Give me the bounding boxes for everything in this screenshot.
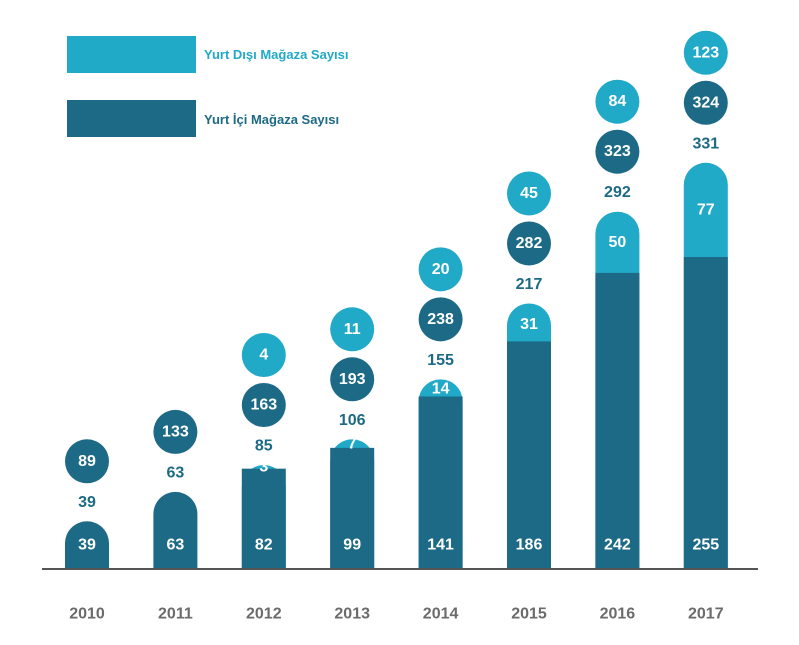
bubble-label-yurt-ici: 238 [427,310,454,328]
bar-segment-yurt-ici [595,273,639,569]
x-tick-label: 2017 [688,605,724,623]
bar-segment-yurt-ici [507,341,551,569]
bar-total-label: 106 [338,411,366,429]
bar-label-yurt-disi: 7 [347,435,357,453]
bubble-label-yurt-disi: 20 [431,260,450,278]
x-tick-label: 2012 [246,605,282,623]
bar-label-yurt-ici: 99 [343,536,362,554]
bubble-label-yurt-ici: 163 [250,396,278,414]
bar-total-label: 63 [166,464,185,482]
bubble-label-yurt-disi: 11 [343,320,361,338]
bar-total-label: 292 [604,184,631,202]
legend [67,36,349,137]
bar-total-label: 39 [78,493,96,511]
legend-label-yurt-ici: Yurt İçi Mağaza Sayısı [204,112,340,127]
x-tick-label: 2016 [599,605,636,623]
bar-label-yurt-disi: 77 [696,201,715,219]
bar-label-yurt-disi: 31 [520,315,538,333]
bubble-label-yurt-ici: 282 [515,234,543,252]
bar-label-yurt-disi: 50 [608,233,627,251]
bar-label-yurt-ici: 63 [166,536,185,554]
bar-label-yurt-ici: 39 [78,536,96,554]
bubble-label-yurt-ici: 324 [692,94,720,112]
bar-segment-yurt-ici [684,257,728,569]
bubble-label-yurt-disi: 84 [608,93,627,111]
bar-total-label: 217 [515,275,543,293]
bar-label-yurt-disi: 3 [259,458,269,476]
x-tick-label: 2014 [422,605,459,623]
x-tick-label: 2013 [334,605,370,623]
bar-label-yurt-disi: 14 [431,380,450,398]
bar-label-yurt-ici: 186 [515,536,543,554]
legend-swatch-yurt-ici [67,100,196,137]
bubble-label-yurt-ici: 89 [78,452,96,470]
legend-swatch-yurt-disi [67,36,196,73]
bubble-label-yurt-ici: 323 [604,143,631,161]
x-tick-label: 2011 [158,605,193,623]
x-tick-label: 2010 [69,605,105,623]
x-tick-label: 2015 [511,605,547,623]
bubble-label-yurt-disi: 45 [520,184,538,202]
bar-label-yurt-ici: 82 [254,536,273,554]
bubble-label-yurt-ici: 193 [338,370,366,388]
bar-total-label: 155 [427,351,454,369]
bubble-label-yurt-disi: 123 [692,44,720,62]
bubble-label-yurt-ici: 133 [162,423,189,441]
bar-segment-yurt-ici [242,469,286,569]
bubble-label-yurt-disi: 4 [259,346,269,364]
bar-segment-yurt-ici [153,492,197,569]
bar-label-yurt-ici: 242 [604,536,631,554]
bar-label-yurt-ici: 255 [692,536,720,554]
bar-total-label: 85 [254,437,273,455]
bar-total-label: 331 [692,135,720,153]
bar-label-yurt-ici: 141 [427,536,454,554]
legend-label-yurt-disi: Yurt Dışı Mağaza Sayısı [204,47,349,62]
